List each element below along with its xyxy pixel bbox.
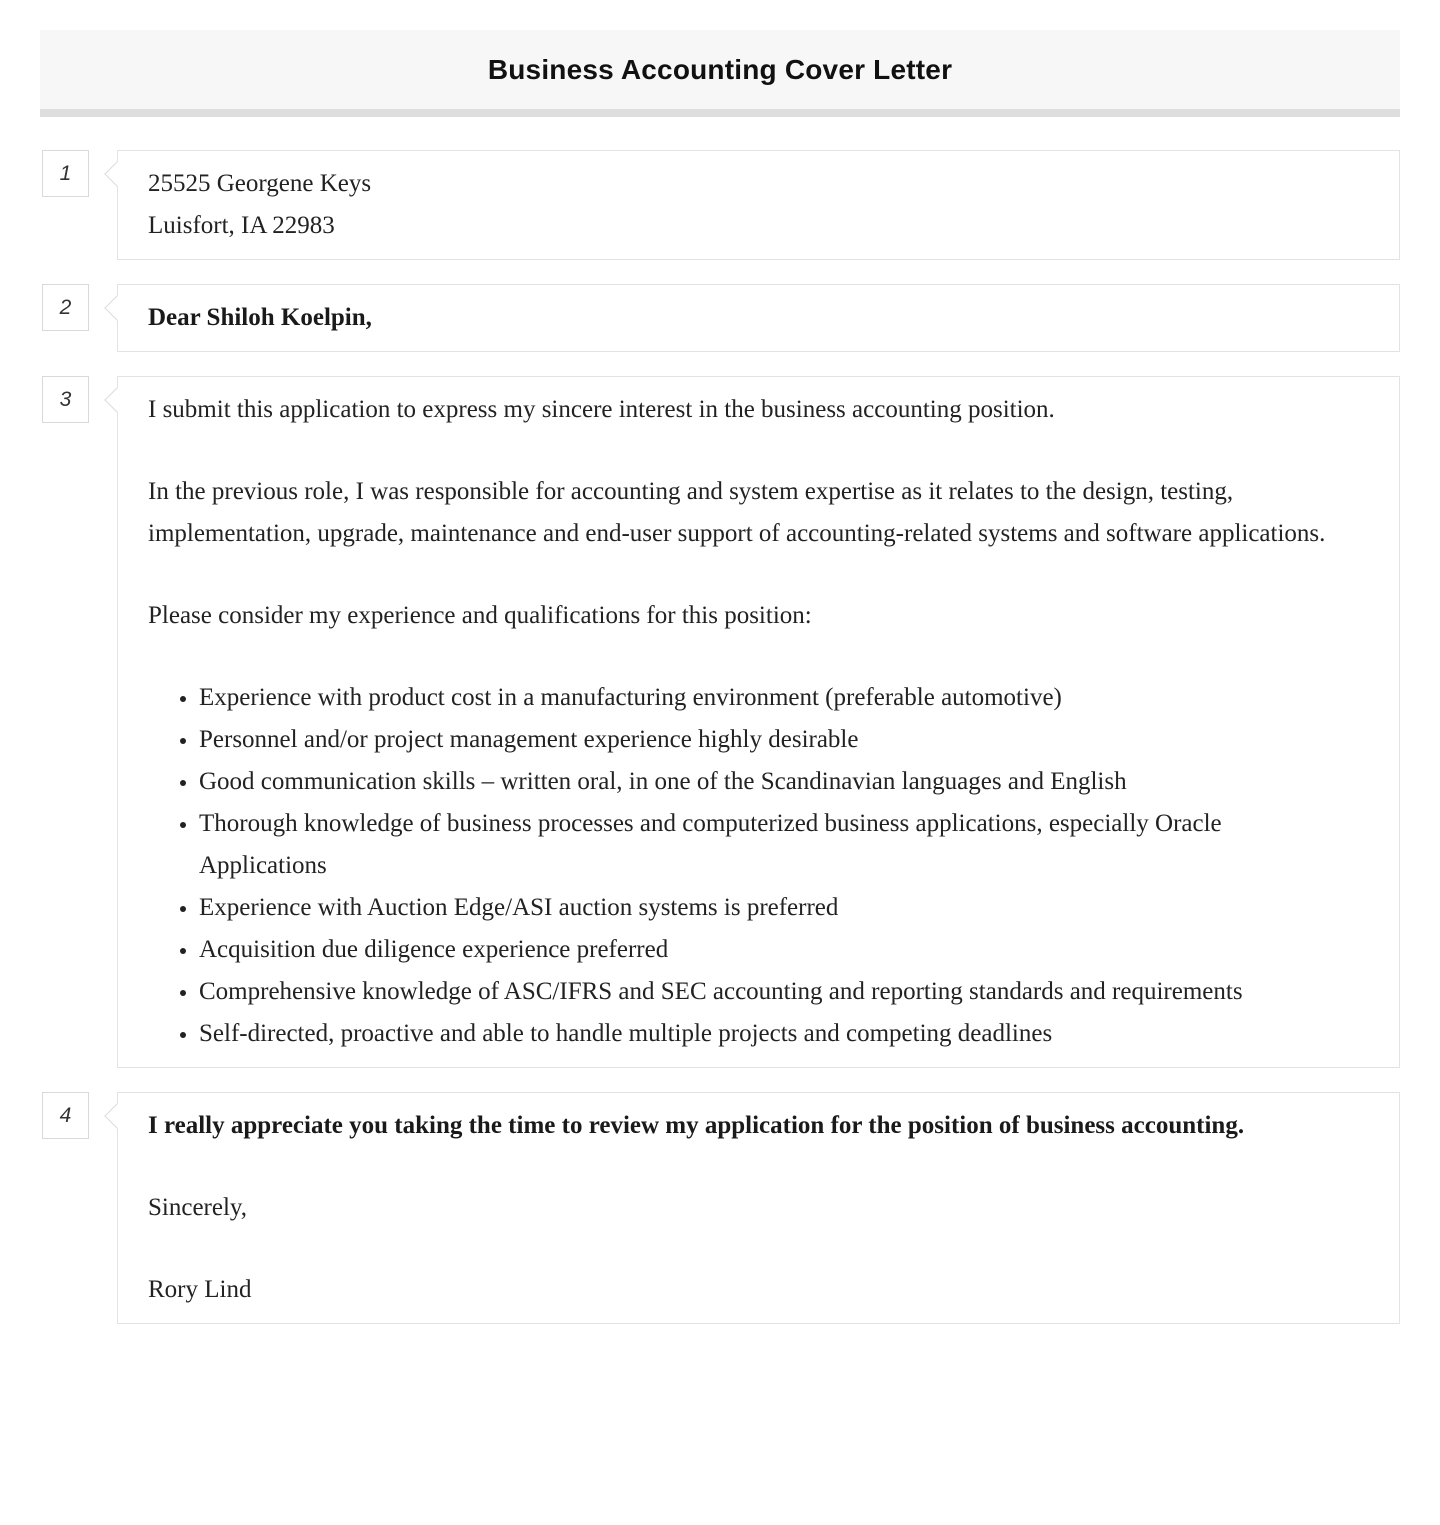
section-address — [59, 150, 1400, 260]
box-pointer — [104, 295, 129, 320]
body-box — [117, 376, 1400, 1068]
signature-text: Rory Lind — [148, 1276, 252, 1303]
bullet-item: • Acquisition due diligence experience preferred — [199, 929, 1309, 971]
section-2-badge: 2 — [42, 284, 89, 331]
page-header — [40, 30, 1400, 117]
section-salutation — [59, 284, 1400, 352]
address-line-2: Luisfort, IA 22983 — [148, 212, 335, 239]
section-3-badge: 3 — [42, 376, 89, 423]
bullet-item: • Comprehensive knowledge of ASC/IFRS and SEC accounting and reporting standards and requirements — [199, 971, 1309, 1013]
qualification-list — [148, 677, 1369, 1055]
address-line-1: 25525 Georgene Keys — [148, 170, 372, 197]
bullet-item: • Experience with product cost in a manufacturing environment (preferable automotive) — [199, 677, 1309, 719]
bullet-item: • Experience with Auction Edge/ASI auction systems is preferred — [199, 887, 1309, 929]
section-closing — [59, 1092, 1400, 1324]
address-box — [117, 150, 1400, 260]
consider-paragraph: Please consider my experience and qualifications for this position: — [148, 602, 812, 629]
section-1-badge: 1 — [42, 150, 89, 197]
salutation-box — [117, 284, 1400, 352]
bullet-item: • Thorough knowledge of business processes and computerized business applications, especially Oracle Applications — [199, 803, 1309, 887]
section-4-badge: 4 — [42, 1092, 89, 1139]
salutation-text: Dear Shiloh Koelpin, — [148, 304, 372, 331]
previous-role-paragraph: In the previous role, I was responsible for accounting and system expertise as it relates to the design, testing, implementation, upgrade, maintenance and end-user support of accounting-related systems and software applications. — [148, 478, 1326, 547]
intro-paragraph: I submit this application to express my sincere interest in the business accounting position. — [148, 396, 1055, 423]
appreciation-paragraph: I really appreciate you taking the time to review my application for the position of business accounting. — [148, 1112, 1245, 1139]
section-body — [59, 376, 1400, 1068]
bullet-item: • Good communication skills – written oral, in one of the Scandinavian languages and English — [199, 761, 1309, 803]
bullet-item: • Self-directed, proactive and able to handle multiple projects and competing deadlines — [199, 1013, 1309, 1055]
box-pointer — [104, 161, 129, 186]
bullet-item: • Personnel and/or project management experience highly desirable — [199, 719, 1309, 761]
box-pointer — [104, 387, 129, 412]
page-title: Business Accounting Cover Letter — [487, 53, 953, 85]
letter-sections — [59, 150, 1400, 1324]
signoff-text: Sincerely, — [148, 1194, 248, 1221]
closing-box — [117, 1092, 1400, 1324]
box-pointer — [104, 1103, 129, 1128]
